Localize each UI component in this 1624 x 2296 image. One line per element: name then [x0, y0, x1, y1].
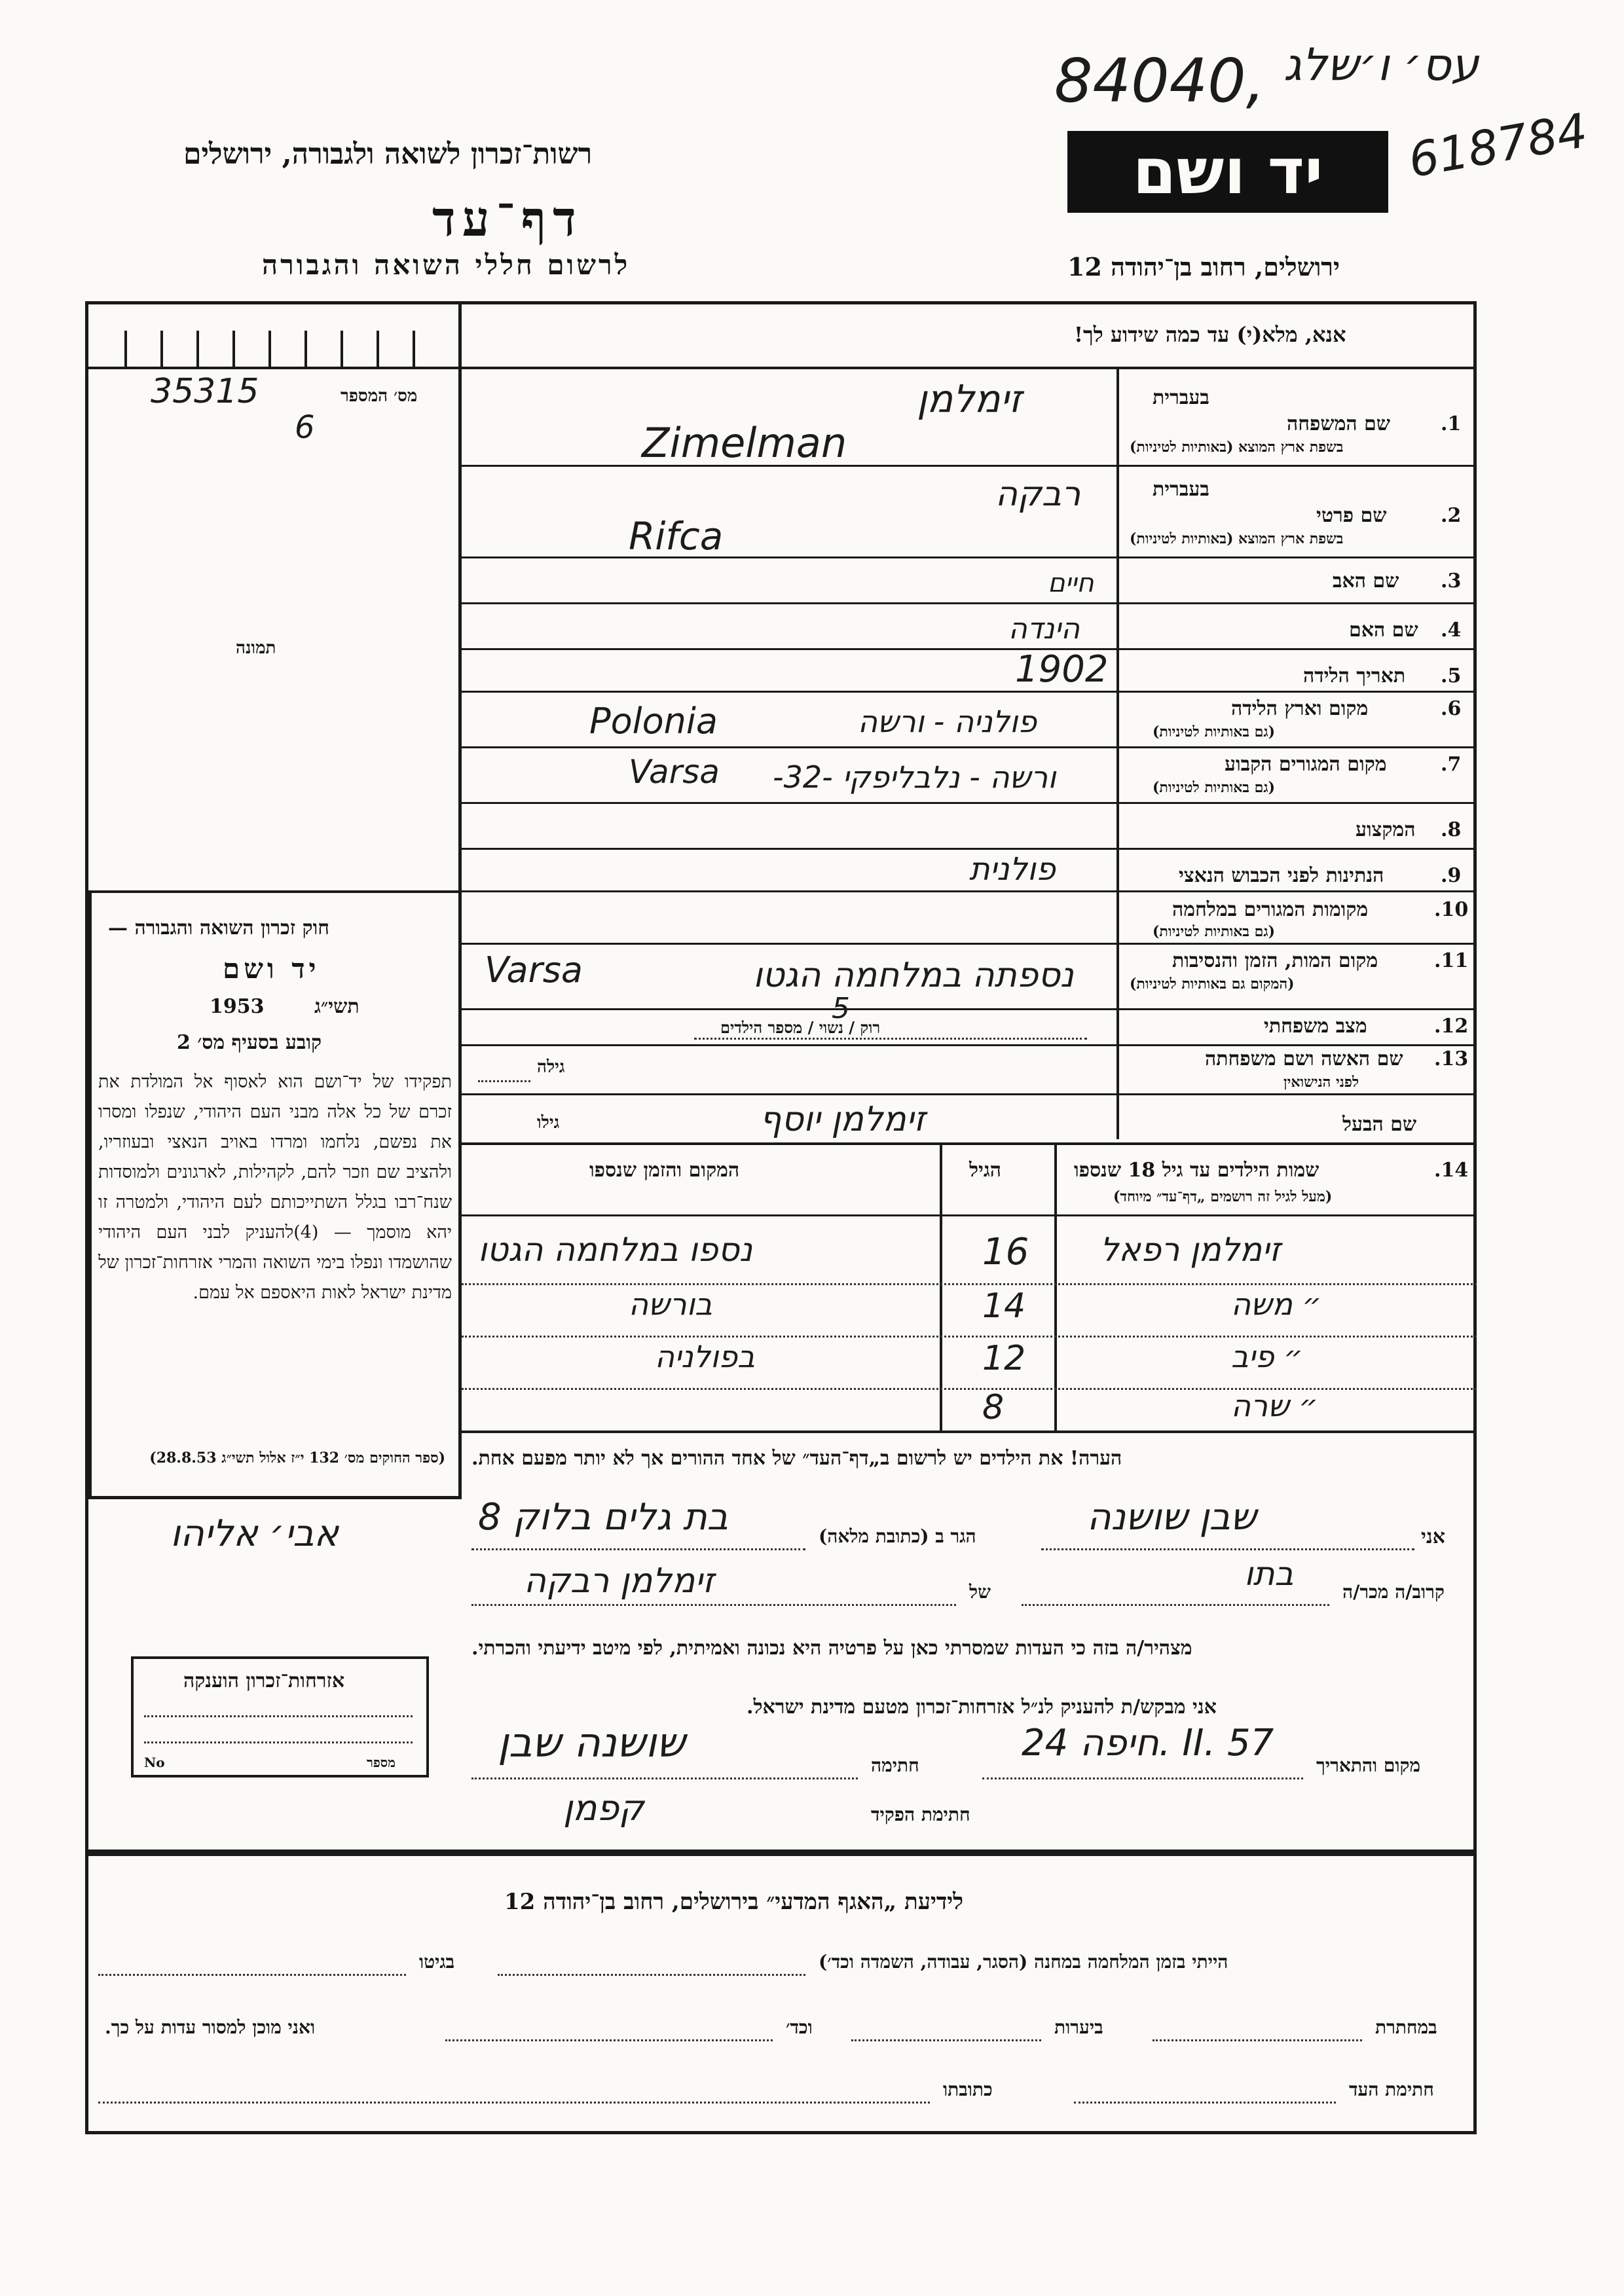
field-husband-label: שם הבעל — [1342, 1113, 1417, 1136]
field-12-value: 5 — [832, 992, 850, 1025]
field-1-number: 1. — [1441, 412, 1462, 435]
declarant-of-label: של — [969, 1581, 991, 1603]
child-name: זימלמן רפאל — [1100, 1231, 1281, 1269]
bottom-line3-a: חתימת העד — [1349, 2079, 1434, 2100]
archive-sub-number: 6 — [295, 409, 315, 446]
field-7-sub: (גם באותיות לטיניות) — [1153, 779, 1276, 796]
request-text: אני מבקש/ת להעניק לנ״ל אזרחות־זכרון מטעם מדינת ישראל. — [747, 1696, 1217, 1719]
field-2-lang: בעברית — [1153, 478, 1209, 501]
bottom-line2-a: במחתרת — [1375, 2016, 1437, 2038]
child-place: בפולניה — [655, 1339, 755, 1374]
field-3-label: שם האב — [1333, 570, 1399, 592]
bottom-line1-a: הייתי בזמן המלחמה במחנה (הסגר, עבודה, השמדה וכד׳) — [819, 1951, 1228, 1973]
bottom-line1-b: בגיטו — [419, 1951, 455, 1973]
field-6-value: פולניה - ורשה — [858, 704, 1037, 739]
field-11-number: 11. — [1434, 949, 1469, 972]
field-7-value: ורשה - נלבליפקי -32- — [773, 759, 1056, 795]
handwritten-name: עס׳ ו׳שלג — [1283, 39, 1479, 91]
declarant-relation-label: קרוב/ה מכר/ה — [1342, 1581, 1445, 1603]
field-11-latin: Varsa — [485, 949, 583, 991]
certificate-label: אזרחות־זכרון הוענקה — [183, 1669, 345, 1692]
children-number: 14. — [1434, 1159, 1469, 1182]
field-1-hebrew: זימלמן — [917, 376, 1022, 421]
field-3-value: חיים — [1048, 568, 1094, 598]
place-date: חיפה 24. II. 57 — [1022, 1722, 1274, 1764]
officer-signature: קפמן — [563, 1787, 644, 1829]
field-12-options: רוק / נשוי / מספר הילדים — [720, 1018, 881, 1037]
children-header-sub: (מעל לגיל זה רושמים „דף־עד״ מיוחד) — [1113, 1188, 1333, 1205]
officer-signature-label: חתימת הפקיד — [871, 1804, 970, 1825]
form-title: דף־עד — [432, 191, 583, 247]
child-age: 16 — [982, 1231, 1029, 1273]
declarant-name: שבן שושנה — [1087, 1496, 1257, 1539]
field-12-label: מצב משפחתי — [1264, 1015, 1367, 1038]
law-clause: קובע בסעיף מס׳ 2 — [177, 1031, 322, 1054]
declarant-ani-label: אני — [1421, 1525, 1445, 1548]
field-4-number: 4. — [1441, 619, 1462, 642]
field-2-sub: בשפת ארץ המוצא (באותיות לטיניות) — [1130, 530, 1344, 547]
field-10-label: מקומות המגורים במלחמה — [1172, 898, 1369, 921]
field-10-sub: (גם באותיות לטיניות) — [1153, 923, 1276, 940]
field-2-label: שם פרטי — [1316, 504, 1387, 527]
declarant-signature: שושנה שבן — [498, 1719, 686, 1766]
field-5-number: 5. — [1441, 665, 1462, 687]
law-name: יד ושם — [223, 953, 320, 985]
field-2-number: 2. — [1441, 504, 1462, 527]
photo-label: תמונה — [236, 638, 276, 658]
field-6-latin: Polonia — [589, 701, 718, 742]
field-6-sub: (גם באותיות לטיניות) — [1153, 723, 1276, 740]
field-11-label: מקום המות, הזמן והנסיבות — [1172, 949, 1378, 972]
child-name: ״ משה — [1231, 1286, 1322, 1322]
field-9-value: פולנית — [969, 851, 1056, 888]
field-husband-value: זימלמן יוסף — [760, 1100, 926, 1139]
yad-vashem-logo: יד ושם — [1067, 131, 1388, 213]
law-year: 1953 — [210, 995, 265, 1018]
field-11-value: נספתה במלחמה הגטו — [753, 956, 1074, 995]
field-2-latin: Rifca — [629, 514, 724, 558]
law-year-hebrew: תשי״ג — [314, 995, 360, 1018]
declarant-relation: בתו — [1244, 1555, 1294, 1593]
field-9-label: הנתינות לפני הכבוש הנאצי — [1179, 864, 1384, 887]
field-13-age-label: גילה — [537, 1057, 565, 1077]
certificate-number-label: מספר — [367, 1755, 396, 1770]
child-age: 12 — [982, 1339, 1026, 1378]
field-10-number: 10. — [1434, 898, 1469, 921]
field-4-label: שם האם — [1349, 619, 1418, 642]
field-13-label: שם האשה ושם משפחתה — [1205, 1048, 1403, 1070]
children-header: שמות הילדים עד גיל 18 שנספו — [1074, 1159, 1320, 1182]
bottom-line2-d: ואני מוכן למסור עדות על כך. — [105, 2016, 316, 2038]
law-text: תפקידו של יד־ושם הוא לאסוף אל המולדת את זכרם של כל אלה מבני העם היהודי, שנפלו ומסרו את נפשם, נלחמו ומרדו באויב הנאצי ובעוזריו, ולהציב שם וזכר להם, לקהילות, לארגונים ולמוסדות שנח־רבו בגלל השתייכותם לעם היהודי, ולמטרה זו יהא מוסמך — (4)להעניק לבני העם היהודי שהושמדו ונפלו בימי השואה והמרי אזרחות־זכרון של מדינת ישראל לאות היאספם אל עמם. — [98, 1072, 452, 1303]
declaration-text: מצהיר/ה בזה כי העדות שמסרתי כאן על פרטיה היא נכונה ואמיתית, לפי מיטב ידיעתי והכרתי. — [471, 1637, 1192, 1660]
child-age: 14 — [982, 1286, 1026, 1326]
declarant-of-name: זימלמן רבקה — [524, 1561, 714, 1601]
child-age: 8 — [982, 1388, 1005, 1427]
form-subtitle: לרשום חללי השואה והגבורה — [262, 249, 631, 281]
authority-name: רשות־זכרון לשואה ולגבורה, ירושלים — [183, 137, 593, 171]
field-6-number: 6. — [1441, 697, 1462, 720]
field-3-number: 3. — [1441, 570, 1462, 592]
field-6-label: מקום וארץ הלידה — [1231, 697, 1369, 720]
child-place: נספו במלחמה הגטו — [478, 1231, 752, 1269]
bottom-line3-b: כתובתו — [943, 2079, 993, 2100]
field-1-latin: Zimelman — [642, 419, 847, 467]
handwritten-note: אבי׳ אליהו — [170, 1512, 339, 1555]
law-reference: (ספר החוקים מס׳ 132 י״ז אלול תשי״ג 28.8.53) — [149, 1449, 445, 1467]
signature-label: חתימה — [871, 1755, 919, 1776]
field-7-number: 7. — [1441, 753, 1462, 776]
handwritten-id: 618784 — [1404, 102, 1592, 189]
field-7-label: מקום המגורים הקבוע — [1225, 753, 1387, 776]
declarant-address: בת גלים בלוק 8 — [478, 1496, 729, 1539]
children-place-col: המקום והזמן שנספו — [589, 1159, 740, 1182]
field-11-sub: (המקום גם באותיות לטיניות) — [1130, 975, 1295, 993]
field-9-number: 9. — [1441, 864, 1462, 887]
place-date-label: מקום והתאריך — [1316, 1755, 1421, 1776]
bottom-line2-b: ביערות — [1054, 2016, 1103, 2038]
field-1-lang: בעברית — [1153, 386, 1209, 409]
field-2-hebrew: רבקה — [995, 475, 1081, 514]
child-place: בורשה — [629, 1286, 712, 1322]
child-name: ״ פיב — [1231, 1339, 1303, 1374]
address: ירושלים, רחוב בן־יהודה 12 — [1067, 252, 1340, 282]
bottom-line2-c: וכד׳ — [786, 2016, 813, 2038]
children-age-col: הגיל — [969, 1159, 1002, 1182]
field-1-label: שם המשפחה — [1287, 412, 1391, 435]
field-4-value: הינדה — [1008, 612, 1080, 646]
child-name: ״ שרה — [1231, 1388, 1318, 1423]
field-7-latin: Varsa — [629, 753, 720, 791]
bottom-title: לידיעת „האגף המדעי״ בירושלים, רחוב בן־יהודה 12 — [504, 1889, 964, 1915]
field-8-label: המקצוע — [1356, 818, 1416, 841]
field-5-label: תאריך הלידה — [1303, 665, 1406, 687]
law-title: חוק זכרון השואה והגבורה — — [108, 917, 329, 939]
declarant-resident-label: הגר ב (כתובת מלאה) — [819, 1525, 976, 1547]
children-note: הערה! את הילדים יש לרשום ב„דף־העד״ של אחד ההורים אך לא יותר מפעם אחת. — [471, 1447, 1122, 1470]
field-husband-age-label: גילו — [537, 1113, 560, 1133]
archive-label: מס׳ המספר — [341, 386, 418, 406]
field-8-number: 8. — [1441, 818, 1462, 841]
field-5-value: 1902 — [1015, 648, 1109, 691]
field-1-sub: בשפת ארץ המוצא (באותיות לטיניות) — [1130, 439, 1344, 456]
field-12-number: 12. — [1434, 1015, 1469, 1038]
handwritten-number: 84040, — [1054, 46, 1265, 116]
intro-text: אנא, מלא(י) עד כמה שידוע לך! — [1074, 322, 1346, 347]
field-13-number: 13. — [1434, 1048, 1469, 1070]
archive-number: 35315 — [151, 372, 259, 411]
certificate-no-label: No — [144, 1755, 165, 1770]
field-13-sub: לפני הנישואין — [1283, 1074, 1359, 1091]
